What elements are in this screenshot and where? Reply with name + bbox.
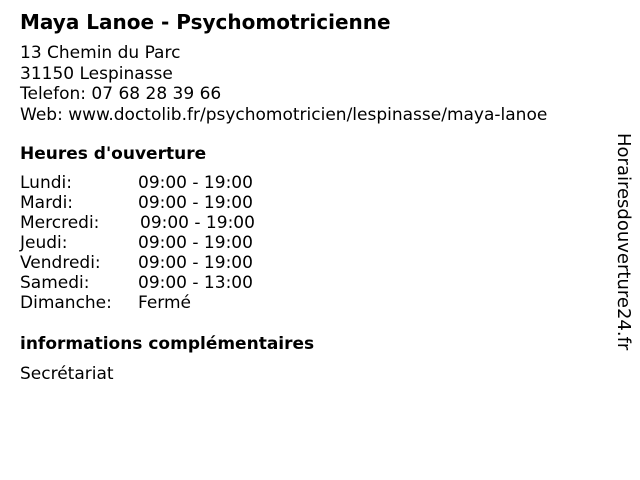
page-title: Maya Lanoe - Psychomotricienne — [20, 10, 391, 34]
day-label: Lundi: — [20, 173, 72, 193]
day-hours: 09:00 - 19:00 — [140, 213, 255, 233]
website: Web: www.doctolib.fr/psychomotricien/lespinasse/maya-lanoe — [20, 104, 548, 125]
day-label: Mardi: — [20, 193, 74, 213]
hours-row-thursday — [20, 233, 320, 253]
site-watermark: Horairesdouverture24.fr — [613, 133, 634, 351]
day-hours: 09:00 - 19:00 — [138, 193, 253, 213]
hours-row-saturday — [20, 273, 320, 293]
contact-block — [20, 43, 547, 125]
hours-row-wednesday — [20, 213, 320, 233]
hours-row-monday — [20, 173, 320, 193]
day-label: Vendredi: — [20, 253, 101, 273]
additional-info-heading: informations complémentaires — [20, 334, 315, 354]
hours-row-friday — [20, 253, 320, 273]
day-hours: 09:00 - 19:00 — [138, 253, 253, 273]
city-postal-code: 31150 Lespinasse — [20, 63, 173, 84]
opening-hours-heading: Heures d'ouverture — [20, 144, 207, 164]
day-hours: 09:00 - 19:00 — [138, 233, 253, 253]
opening-hours-list — [20, 173, 320, 313]
additional-info-text: Secrétariat — [20, 364, 114, 384]
day-hours: Fermé — [138, 293, 192, 313]
day-label: Dimanche: — [20, 293, 112, 313]
hours-row-sunday — [20, 293, 320, 313]
hours-row-tuesday — [20, 193, 320, 213]
phone-number: Telefon: 07 68 28 39 66 — [20, 84, 222, 104]
street-address: 13 Chemin du Parc — [20, 43, 181, 63]
day-hours: 09:00 - 13:00 — [138, 273, 253, 293]
day-label: Mercredi: — [20, 213, 100, 233]
day-hours: 09:00 - 19:00 — [138, 173, 253, 193]
day-label: Samedi: — [20, 273, 90, 293]
day-label: Jeudi: — [20, 233, 68, 253]
